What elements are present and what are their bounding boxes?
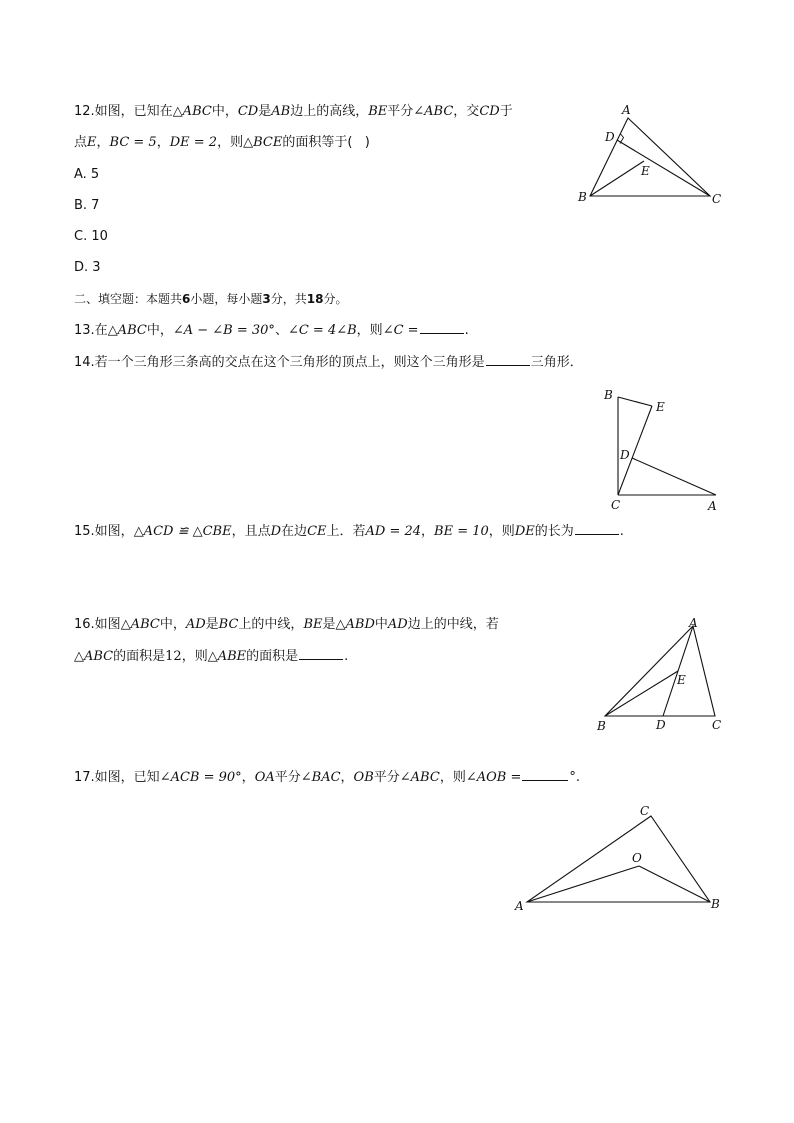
q16-label-d: D: [656, 718, 666, 732]
q16-median-be: [605, 671, 678, 716]
q16-line2: △ABC的面积是12，则△ABE的面积是 .: [74, 649, 349, 664]
q16-answer-blank[interactable]: [299, 647, 343, 660]
q14-label-b: B: [604, 388, 613, 402]
q15-answer-blank[interactable]: [575, 522, 619, 535]
q17-triangle-abc: [527, 816, 710, 902]
q14-label-c: C: [611, 498, 621, 512]
q16-label-c: C: [712, 718, 722, 732]
q17-figure: [505, 800, 735, 920]
q14-text: 14.若一个三角形三条高的交点在这个三角形的顶点上，则这个三角形是 三角形．: [74, 355, 583, 370]
q17-label-c: C: [640, 804, 650, 818]
q12-altitude-cd: [617, 140, 710, 196]
q12-label-e: E: [641, 164, 650, 178]
q17-label-a: A: [515, 899, 524, 913]
q14-label-e: E: [656, 400, 665, 414]
q12-label-c: C: [712, 192, 722, 206]
q16-label-e: E: [677, 673, 686, 687]
q16-figure: [590, 612, 740, 737]
q14-segment-da: [632, 458, 716, 495]
q16-label-a: A: [689, 616, 698, 630]
q15-text: 15.如图，△ACD ≌ △CBE，且点D在边CE上．若AD = 24，BE = 10，则DE的长为 .: [74, 524, 624, 539]
q12-option-c: C. 10: [74, 229, 108, 244]
q14-segment-be: [618, 397, 652, 406]
q12-right-angle-mark: [620, 134, 624, 144]
q17-label-o: O: [632, 851, 642, 865]
q13-text: 13.在△ABC中，∠A − ∠B = 30°、∠C = 4∠B，则∠C = .: [74, 323, 469, 338]
q16-label-b: B: [597, 719, 606, 733]
q12-figure: [570, 100, 740, 210]
q17-text: 17.如图，已知∠ACB = 90°，OA平分∠BAC，OB平分∠ABC，则∠AOB = °.: [74, 770, 580, 785]
q16-line1: 16.如图△ABC中，AD是BC上的中线，BE是△ABD中AD边上的中线，若: [74, 617, 499, 632]
q12-line1: 12.如图，已知在△ABC中，CD是AB边上的高线，BE平分∠ABC，交CD于: [74, 104, 513, 119]
q13-answer-blank[interactable]: [420, 321, 464, 334]
q12-option-b: B. 7: [74, 198, 100, 213]
q12-label-d: D: [605, 130, 615, 144]
q12-line2: 点E，BC = 5，DE = 2，则△BCE的面积等于( ): [74, 135, 370, 150]
q17-label-b: B: [711, 897, 720, 911]
q16-triangle-abc: [605, 626, 715, 716]
q17-segment-bo: [639, 866, 710, 902]
q12-label-a: A: [622, 103, 631, 117]
q17-answer-blank[interactable]: [522, 768, 568, 781]
q14-figure: [590, 385, 740, 515]
q14-answer-blank[interactable]: [486, 353, 530, 366]
q12-label-b: B: [578, 190, 587, 204]
q14-label-d: D: [620, 448, 630, 462]
q12-option-d: D. 3: [74, 260, 101, 275]
q17-segment-ao: [527, 866, 639, 902]
q14-label-a: A: [708, 499, 717, 513]
section-2-heading: 二、填空题：本题共6小题，每小题3分，共18分。: [74, 292, 348, 306]
q12-option-a: A. 5: [74, 167, 100, 182]
